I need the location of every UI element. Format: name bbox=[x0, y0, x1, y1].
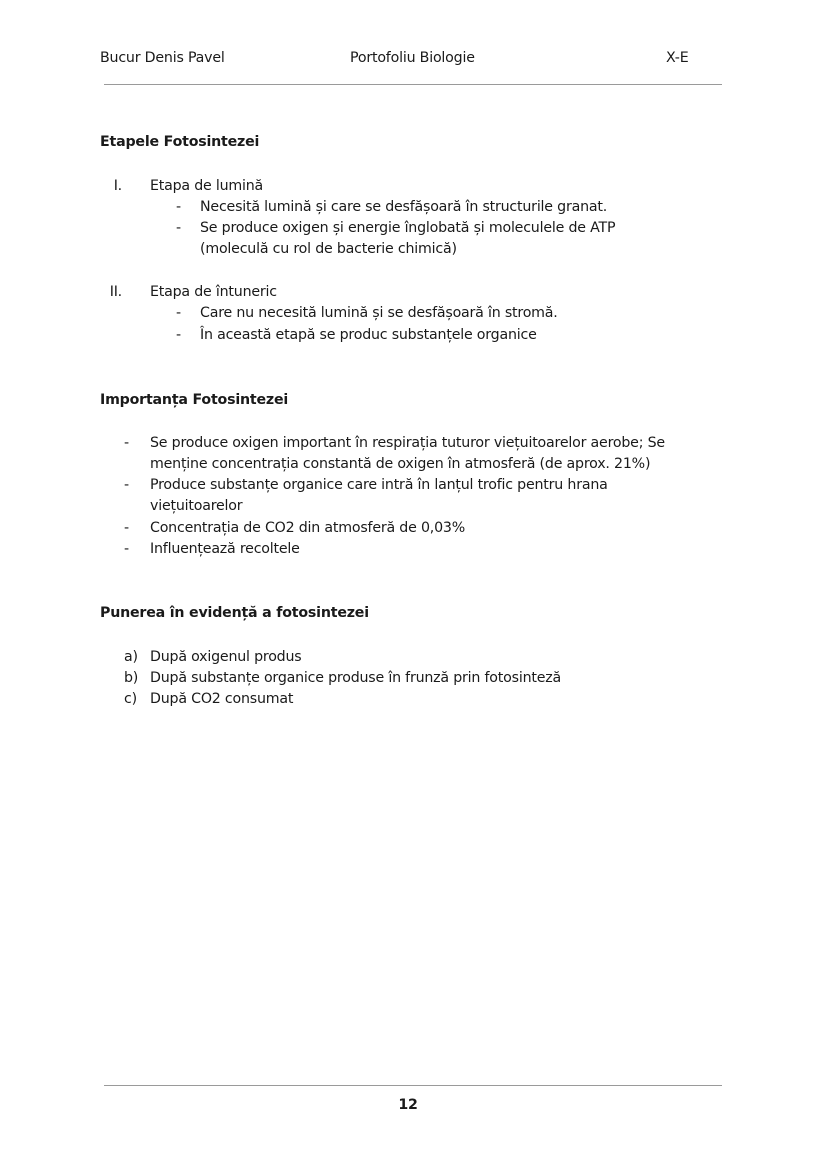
section-heading: Punerea în evidență a fotosintezei bbox=[100, 605, 369, 621]
list-item: Se produce oxigen și energie înglobată și moleculele de ATP bbox=[200, 220, 616, 236]
list-marker: a) bbox=[124, 649, 138, 665]
list-item: Influențează recoltele bbox=[150, 541, 300, 557]
list-item: În această etapă se produc substanțele organice bbox=[200, 327, 537, 343]
list-item-continuation: menține concentrația constantă de oxigen în atmosferă (de aprox. 21%) bbox=[150, 456, 651, 472]
section-heading: Importanța Fotosintezei bbox=[100, 392, 289, 408]
header-author: Bucur Denis Pavel bbox=[100, 50, 225, 66]
list-item: Produce substanțe organice care intră în lanțul trofic pentru hrana bbox=[150, 477, 608, 493]
footer-divider bbox=[104, 1085, 722, 1086]
section-heading: Etapele Fotosintezei bbox=[100, 134, 260, 150]
dash: - bbox=[176, 199, 181, 215]
list-marker: I. bbox=[113, 178, 122, 194]
dash: - bbox=[124, 520, 129, 536]
list-item: Necesită lumină și care se desfășoară în structurile granat. bbox=[200, 199, 608, 215]
header-title: Portofoliu Biologie bbox=[350, 50, 475, 66]
list-item: Se produce oxigen important în respirația tuturor viețuitoarelor aerobe; Se bbox=[150, 435, 665, 451]
list-item: După oxigenul produs bbox=[150, 649, 302, 665]
dash: - bbox=[124, 435, 129, 451]
list-item: După substanțe organice produse în frunză prin fotosinteză bbox=[150, 670, 561, 686]
header-class: X-E bbox=[666, 50, 689, 66]
page-number: 12 bbox=[398, 1097, 418, 1113]
dash: - bbox=[124, 477, 129, 493]
dash: - bbox=[176, 305, 181, 321]
list-item: După CO2 consumat bbox=[150, 691, 294, 707]
dash: - bbox=[176, 220, 181, 236]
list-marker: c) bbox=[124, 691, 137, 707]
list-marker: II. bbox=[109, 284, 122, 300]
list-item-continuation: viețuitoarelor bbox=[150, 498, 243, 514]
header-divider bbox=[104, 84, 722, 85]
stage-title: Etapa de lumină bbox=[150, 178, 264, 194]
list-marker: b) bbox=[124, 670, 139, 686]
list-item: Concentrația de CO2 din atmosferă de 0,03% bbox=[150, 520, 466, 536]
dash: - bbox=[124, 541, 129, 557]
dash: - bbox=[176, 327, 181, 343]
list-item-continuation: (moleculă cu rol de bacterie chimică) bbox=[200, 241, 457, 257]
list-item: Care nu necesită lumină și se desfășoară în stromă. bbox=[200, 305, 558, 321]
stage-title: Etapa de întuneric bbox=[150, 284, 277, 300]
